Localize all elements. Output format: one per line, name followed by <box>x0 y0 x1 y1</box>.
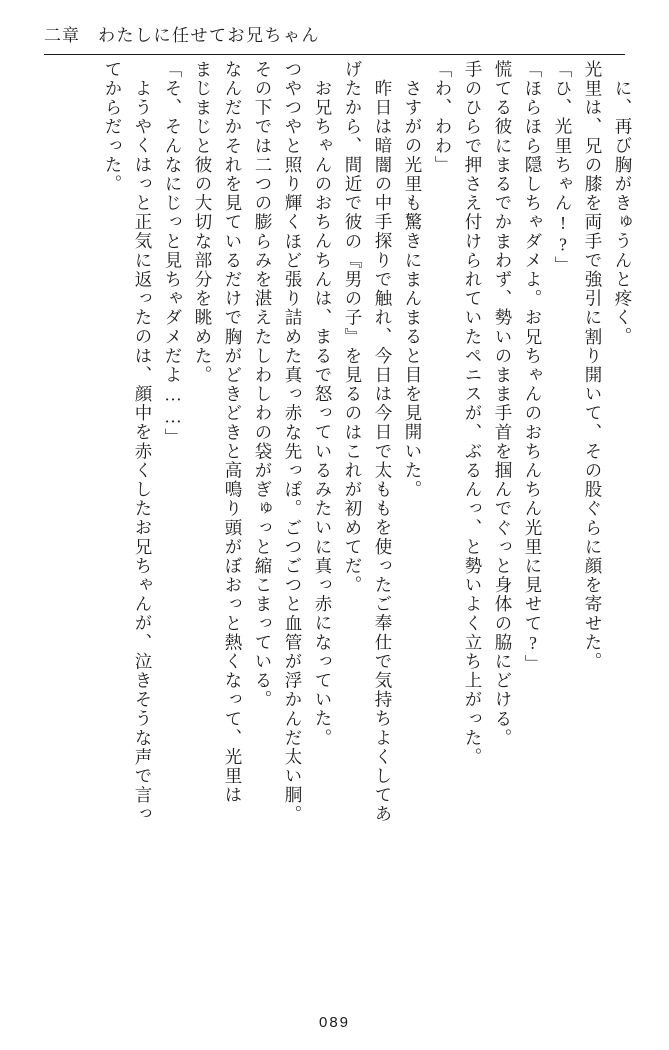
text-column: 光里は、兄の膝を両手で強引に割り開いて、その股ぐらに顔を寄せた。 <box>583 60 603 672</box>
text-column: 「そ、そんなにじっと見ちゃダメだよ……」 <box>163 60 183 447</box>
text-column: なんだかそれを見ているだけで胸がどきどきと高鳴り頭がぼおっと熱くなって、光里は <box>223 60 243 805</box>
text-column: お兄ちゃんのおちんちんは、まるで怒っているみたいに真っ赤になっていた。 <box>313 79 333 748</box>
text-column: つやつやと照り輝くほど張り詰めた真っ赤な先っぽ。ごつごつと血管が浮かんだ太い胴。 <box>283 60 303 824</box>
text-column: 「ほらほら隠しちゃダメよ。お兄ちゃんのおちんちん光里に見せて?」 <box>523 60 543 674</box>
text-column: に、再び胸がきゅうんと疼く。 <box>613 79 633 347</box>
text-column: さすがの光里も驚きにまんまると目を見開いた。 <box>403 79 423 500</box>
text-column: まじまじと彼の大切な部分を眺めた。 <box>193 60 213 385</box>
text-column: 「ひ、光里ちゃん!?」 <box>553 60 573 276</box>
chapter-number: 二章 <box>44 25 80 45</box>
chapter-title: わたしに任せてお兄ちゃん <box>98 25 320 45</box>
text-column: 慌てる彼にまるでかまわず、勢いのまま手首を掴んでぐっと身体の脇にどける。 <box>493 60 513 748</box>
text-column: 「わ、わわ」 <box>433 60 453 175</box>
body-text <box>38 60 631 990</box>
text-column: 昨日は暗闇の中手探りで触れ、今日は今日で太ももを使ったご奉仕で気持ちよくしてあ <box>373 79 393 824</box>
running-header <box>44 18 625 55</box>
page-footer <box>0 1014 669 1032</box>
text-column: げたから、間近で彼の『男の子』を見るのはこれが初めてだ。 <box>343 60 363 595</box>
text-column: てからだった。 <box>103 60 123 194</box>
text-column: 手のひらで押さえ付けられていたペニスが、ぶるんっ、と勢いよく立ち上がった。 <box>463 60 483 767</box>
text-column: ようやくはっと正気に返ったのは、顔中を赤くしたお兄ちゃんが、泣きそうな声で言っ <box>133 79 153 824</box>
text-column: その下では二つの膨らみを湛えたしわしわの袋がぎゅっと縮こまっている。 <box>253 60 273 710</box>
page-number: 089 <box>318 1014 351 1031</box>
